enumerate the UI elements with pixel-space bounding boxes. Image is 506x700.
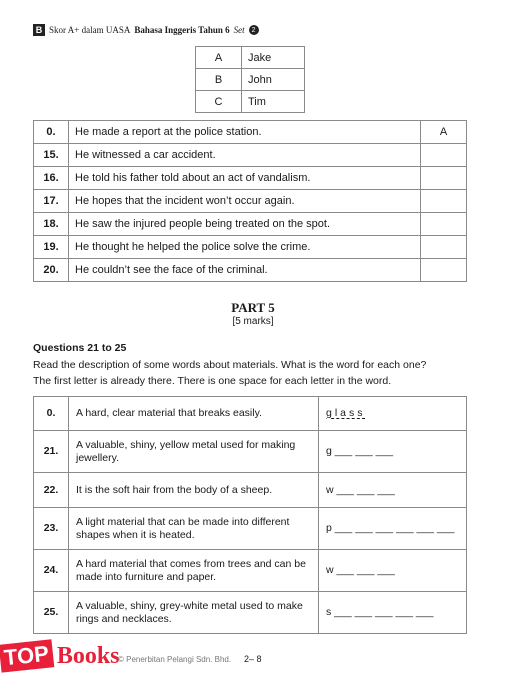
table-row [196, 47, 305, 69]
table-row [34, 259, 467, 282]
page-header [33, 24, 259, 36]
answer-field[interactable]: w ___ ___ ___ [319, 550, 467, 592]
answer-field[interactable]: w ___ ___ ___ [319, 473, 467, 508]
name-key: C [196, 91, 242, 113]
description-text: A valuable, shiny, grey-white metal used to make rings and necklaces. [69, 592, 319, 634]
header-title-bold: Bahasa Inggeris Tahun 6 [134, 25, 230, 35]
instructions [33, 357, 473, 389]
question-number: 23. [34, 508, 69, 550]
part-title: PART 5 [231, 300, 275, 315]
table-row [34, 190, 467, 213]
name-value: Jake [242, 47, 305, 69]
question-number: 18. [34, 213, 69, 236]
question-number: 22. [34, 473, 69, 508]
table-row [34, 213, 467, 236]
name-key: A [196, 47, 242, 69]
logo-books-text: Books [56, 643, 120, 669]
table-row [34, 397, 467, 431]
statement-text: He told his father told about an act of vandalism. [69, 167, 421, 190]
header-series-label: Set [233, 25, 245, 35]
answer-field [319, 397, 467, 431]
table-row [196, 91, 305, 113]
table-row [34, 167, 467, 190]
series-number-badge: 2 [249, 25, 259, 35]
statement-text: He saw the injured people being treated on the spot. [69, 213, 421, 236]
description-text: A light material that can be made into different shapes when it is heated. [69, 508, 319, 550]
description-text: It is the soft hair from the body of a sheep. [69, 473, 319, 508]
statements-table [33, 120, 467, 282]
materials-table [33, 396, 467, 634]
statement-text: He witnessed a car accident. [69, 144, 421, 167]
answer-box[interactable] [421, 167, 467, 190]
question-number: 16. [34, 167, 69, 190]
table-row [34, 473, 467, 508]
question-number: 17. [34, 190, 69, 213]
statement-text: He hopes that the incident won’t occur again. [69, 190, 421, 213]
question-number: 0. [34, 121, 69, 144]
instruction-line: Read the description of some words about materials. What is the word for each one? [33, 359, 427, 371]
answer-box[interactable]: A [421, 121, 467, 144]
logo-top-text: TOP [0, 639, 54, 672]
topbooks-logo [0, 642, 120, 670]
table-row [196, 69, 305, 91]
page-number: 2– 8 [244, 654, 262, 664]
statement-text: He thought he helped the police solve the crime. [69, 236, 421, 259]
questions-heading: Questions 21 to 25 [33, 342, 127, 354]
instruction-line: The first letter is already there. There is one space for each letter in the word. [33, 375, 392, 387]
header-title-prefix: Skor A+ dalam UASA [49, 25, 131, 35]
table-row [34, 508, 467, 550]
name-key: B [196, 69, 242, 91]
answer-box[interactable] [421, 190, 467, 213]
question-number: 21. [34, 431, 69, 473]
question-number: 0. [34, 397, 69, 431]
book-logo-icon: B [33, 24, 45, 36]
table-row [34, 431, 467, 473]
description-text: A hard, clear material that breaks easily. [69, 397, 319, 431]
table-row [34, 236, 467, 259]
description-text: A valuable, shiny, yellow metal used for making jewellery. [69, 431, 319, 473]
table-row [34, 592, 467, 634]
answer-field[interactable]: g ___ ___ ___ [319, 431, 467, 473]
answer-box[interactable] [421, 213, 467, 236]
table-row [34, 550, 467, 592]
question-number: 24. [34, 550, 69, 592]
table-row [34, 144, 467, 167]
question-number: 20. [34, 259, 69, 282]
name-value: John [242, 69, 305, 91]
part-marks: [5 marks] [232, 316, 274, 327]
question-number: 25. [34, 592, 69, 634]
answer-box[interactable] [421, 236, 467, 259]
answer-box[interactable] [421, 259, 467, 282]
publisher-text: © Penerbitan Pelangi Sdn. Bhd. [118, 655, 232, 664]
names-table [195, 46, 305, 113]
answer-field[interactable]: s ___ ___ ___ ___ ___ [319, 592, 467, 634]
table-row [34, 121, 467, 144]
statement-text: He made a report at the police station. [69, 121, 421, 144]
name-value: Tim [242, 91, 305, 113]
answer-field[interactable]: p ___ ___ ___ ___ ___ ___ [319, 508, 467, 550]
sample-answer: glass [326, 407, 366, 419]
question-number: 15. [34, 144, 69, 167]
description-text: A hard material that comes from trees and can be made into furniture and paper. [69, 550, 319, 592]
question-number: 19. [34, 236, 69, 259]
answer-box[interactable] [421, 144, 467, 167]
statement-text: He couldn’t see the face of the criminal. [69, 259, 421, 282]
